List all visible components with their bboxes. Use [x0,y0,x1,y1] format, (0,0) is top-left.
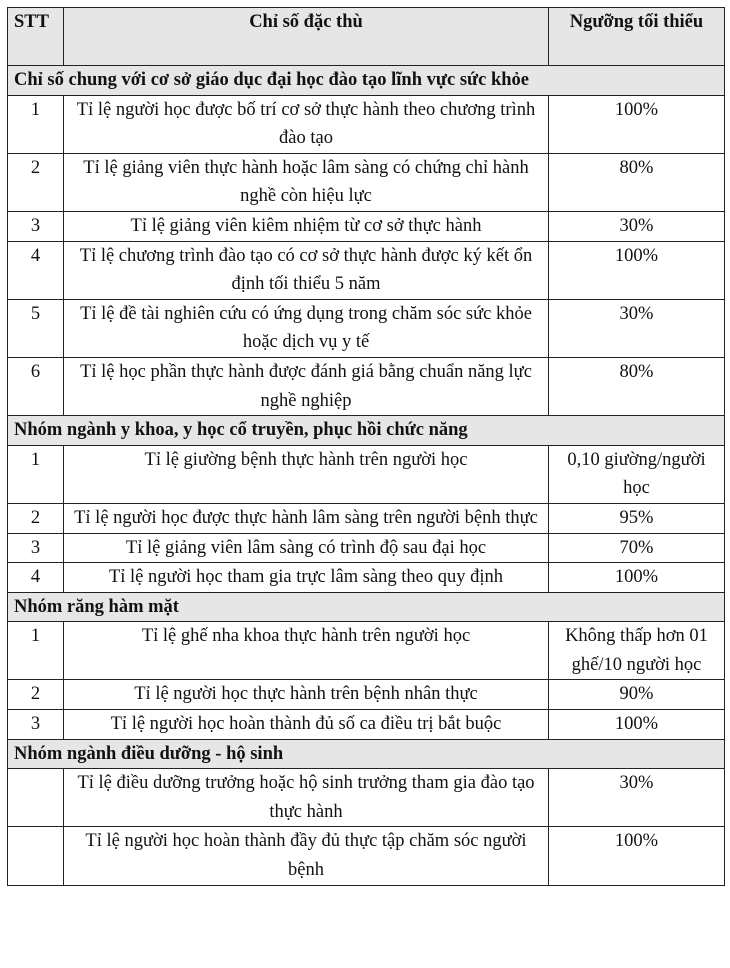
row-name: Tỉ lệ ghế nha khoa thực hành trên người học [64,622,549,680]
row-threshold: Không thấp hơn 01 ghế/10 người học [549,622,725,680]
row-stt: 2 [8,503,64,533]
section-title: Nhóm răng hàm mặt [8,592,725,622]
row-threshold: 30% [549,299,725,357]
row-stt: 6 [8,357,64,415]
row-threshold: 30% [549,769,725,827]
table-row [8,533,725,563]
row-name: Tỉ lệ điều dưỡng trưởng hoặc hộ sinh trưởng tham gia đào tạo thực hành [64,769,549,827]
table-body [8,66,725,886]
row-stt: 1 [8,622,64,680]
row-stt [8,827,64,885]
table-row [8,445,725,503]
section-row [8,66,725,96]
table-row [8,622,725,680]
table-row [8,153,725,211]
table-row [8,680,725,710]
row-name: Tỉ lệ giảng viên kiêm nhiệm từ cơ sở thực hành [64,211,549,241]
row-name: Tỉ lệ học phần thực hành được đánh giá bằng chuẩn năng lực nghề nghiệp [64,357,549,415]
row-stt: 1 [8,95,64,153]
row-name: Tỉ lệ người học được bố trí cơ sở thực hành theo chương trình đào tạo [64,95,549,153]
table-row [8,95,725,153]
table-row [8,563,725,593]
table-row [8,357,725,415]
table-row [8,503,725,533]
row-stt: 5 [8,299,64,357]
row-threshold: 100% [549,827,725,885]
header-stt: STT [8,8,64,66]
row-threshold: 100% [549,563,725,593]
header-threshold: Ngưỡng tối thiểu [549,8,725,66]
row-stt: 4 [8,241,64,299]
table-row [8,211,725,241]
row-threshold: 90% [549,680,725,710]
row-name: Tỉ lệ giường bệnh thực hành trên người học [64,445,549,503]
row-name: Tỉ lệ người học được thực hành lâm sàng trên người bệnh thực [64,503,549,533]
section-title: Nhóm ngành điều dưỡng - hộ sinh [8,739,725,769]
row-name: Tỉ lệ người học hoàn thành đầy đủ thực tập chăm sóc người bệnh [64,827,549,885]
row-threshold: 80% [549,357,725,415]
row-threshold: 0,10 giường/người học [549,445,725,503]
row-stt: 2 [8,153,64,211]
row-threshold: 30% [549,211,725,241]
row-name: Tỉ lệ giảng viên lâm sàng có trình độ sau đại học [64,533,549,563]
row-name: Tỉ lệ người học thực hành trên bệnh nhân thực [64,680,549,710]
row-name: Tỉ lệ người học hoàn thành đủ số ca điều trị bắt buộc [64,710,549,740]
section-title: Nhóm ngành y khoa, y học cổ truyền, phục hồi chức năng [8,416,725,446]
table-row [8,710,725,740]
row-threshold: 100% [549,241,725,299]
table-row [8,769,725,827]
section-row [8,739,725,769]
row-name: Tỉ lệ người học tham gia trực lâm sàng theo quy định [64,563,549,593]
header-row [8,8,725,66]
section-row [8,416,725,446]
table-row [8,299,725,357]
criteria-table [7,7,725,886]
row-stt: 3 [8,710,64,740]
row-threshold: 95% [549,503,725,533]
section-title: Chỉ số chung với cơ sở giáo dục đại học đào tạo lĩnh vực sức khỏe [8,66,725,96]
row-threshold: 100% [549,710,725,740]
row-stt [8,769,64,827]
section-row [8,592,725,622]
row-stt: 4 [8,563,64,593]
row-stt: 3 [8,211,64,241]
row-threshold: 100% [549,95,725,153]
row-stt: 3 [8,533,64,563]
table-row [8,827,725,885]
row-name: Tỉ lệ đề tài nghiên cứu có ứng dụng trong chăm sóc sức khỏe hoặc dịch vụ y tế [64,299,549,357]
table-row [8,241,725,299]
row-stt: 2 [8,680,64,710]
header-name: Chỉ số đặc thù [64,8,549,66]
row-stt: 1 [8,445,64,503]
row-name: Tỉ lệ chương trình đào tạo có cơ sở thực hành được ký kết ổn định tối thiểu 5 năm [64,241,549,299]
row-name: Tỉ lệ giảng viên thực hành hoặc lâm sàng có chứng chỉ hành nghề còn hiệu lực [64,153,549,211]
row-threshold: 80% [549,153,725,211]
row-threshold: 70% [549,533,725,563]
